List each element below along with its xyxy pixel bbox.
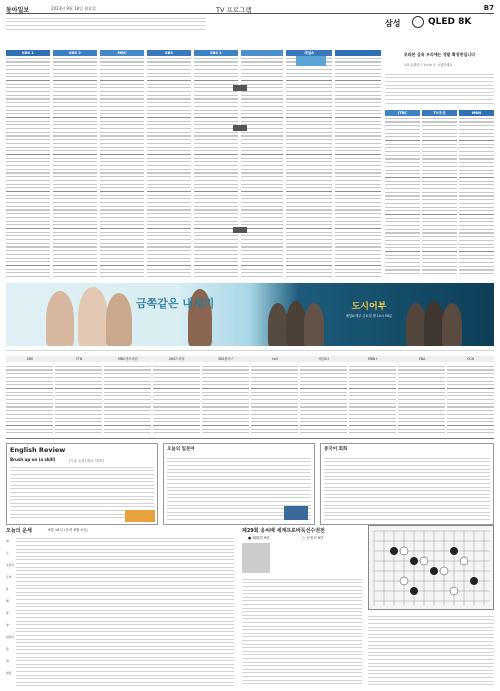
baduk-title: 제29회 응씨배 세계프로바둑선수권전 bbox=[242, 528, 325, 534]
baduk-player-black: ● 쉐원쥐 9단 bbox=[248, 536, 270, 540]
column-jtbc bbox=[385, 110, 420, 276]
fortune-title: 오늘의 운세 bbox=[6, 528, 32, 534]
host-photo bbox=[106, 293, 132, 346]
channel-head: 채널A bbox=[286, 50, 332, 56]
zodiac-animals: 쥐 소 호랑이 토끼 용 뱀 말 양 원숭이 닭 개 돼지 bbox=[6, 539, 15, 675]
column-extra bbox=[335, 50, 381, 278]
cast-photo bbox=[424, 301, 444, 346]
program-badge bbox=[233, 227, 247, 233]
channel-head: SBS bbox=[147, 50, 191, 56]
promo-banner bbox=[6, 283, 494, 346]
program-badge bbox=[296, 56, 326, 66]
divider bbox=[6, 438, 494, 439]
channel-head: TV조선 bbox=[422, 110, 457, 116]
program-badge bbox=[233, 125, 247, 131]
channel-head: KBS 2 bbox=[53, 50, 97, 56]
column-tvchosun bbox=[422, 110, 457, 276]
column-channel-a bbox=[286, 50, 332, 278]
player-photo bbox=[242, 543, 270, 573]
samsung-ad bbox=[385, 15, 494, 32]
ad-headline: 보라본 삼육 우리에는 정말 확장중입니다 bbox=[403, 52, 476, 57]
ad-body-text bbox=[385, 72, 494, 106]
baduk-player-white: ○ 신진서 9단 bbox=[302, 536, 324, 540]
column-sbs bbox=[147, 50, 191, 278]
channel-head: JTBC bbox=[385, 110, 420, 116]
english-lesson: Brush up on (a skill) bbox=[10, 457, 56, 462]
banner-subtitle: 채널A 매주 금요일 밤 10시 50분 bbox=[345, 314, 393, 318]
page-header bbox=[6, 3, 494, 14]
cast-photo bbox=[268, 303, 288, 346]
chinese-lesson bbox=[320, 443, 494, 525]
english-review bbox=[6, 443, 158, 525]
ad-brand: 삼성 bbox=[385, 19, 401, 28]
host-photo bbox=[46, 291, 74, 346]
channel-row2-header: EBS YTN MBC에브리원 KBS드라마 SBS플러스 tvN 채널A+ MBN+ ENA OCN bbox=[6, 356, 494, 362]
english-logo bbox=[125, 510, 155, 522]
japanese-title: 오늘의 일본어 bbox=[167, 447, 195, 452]
banner-show-left: 금쪽같은 내새끼 bbox=[136, 297, 215, 310]
ad-product: QLED 8K bbox=[428, 17, 472, 27]
fortune-date: 9월 18일 (음력 8월 4일) bbox=[48, 528, 88, 532]
channel-head: MBC bbox=[100, 50, 144, 56]
daily-fortune bbox=[6, 527, 236, 687]
go-board bbox=[368, 525, 494, 610]
column-kbs2 bbox=[53, 50, 97, 278]
banner-show-right: 도시어부 bbox=[351, 302, 387, 312]
cast-photo bbox=[406, 303, 426, 346]
chinese-title: 중국어 회화 bbox=[324, 447, 348, 452]
banner-caption bbox=[6, 348, 494, 353]
issue-date: 2023년 9월 18일 월요일 bbox=[51, 6, 96, 11]
section-title: TV 프로그램 bbox=[216, 6, 252, 14]
english-title: English Review bbox=[10, 446, 66, 454]
program-badge bbox=[233, 85, 247, 91]
ad-note: LG 유플러스 U+tv 등 시청하세요 bbox=[405, 63, 453, 67]
cast-photo bbox=[304, 303, 324, 346]
column-ebs2 bbox=[241, 50, 283, 278]
column-mbn bbox=[459, 110, 494, 276]
column-kbs1 bbox=[6, 50, 50, 278]
baduk-commentary bbox=[368, 614, 494, 686]
channel-head: MBN bbox=[459, 110, 494, 116]
column-ebs1 bbox=[194, 50, 238, 278]
cast-photo bbox=[286, 301, 306, 346]
channel-head: KBS 1 bbox=[6, 50, 50, 56]
cast-photo bbox=[442, 303, 462, 346]
paper-name: 동아일보 bbox=[6, 7, 30, 14]
page-number: B7 bbox=[483, 4, 494, 12]
go-board-grid bbox=[369, 526, 495, 611]
frequency-info bbox=[6, 16, 206, 30]
japanese-lesson bbox=[163, 443, 315, 525]
english-lesson-ko: (기술 등을) 새로 익히다 bbox=[69, 458, 105, 463]
host-photo bbox=[78, 287, 108, 346]
ad-logo-icon bbox=[412, 16, 424, 28]
channel-head: EBS 1 bbox=[194, 50, 238, 56]
column-mbc bbox=[100, 50, 144, 278]
japanese-logo bbox=[284, 506, 308, 520]
